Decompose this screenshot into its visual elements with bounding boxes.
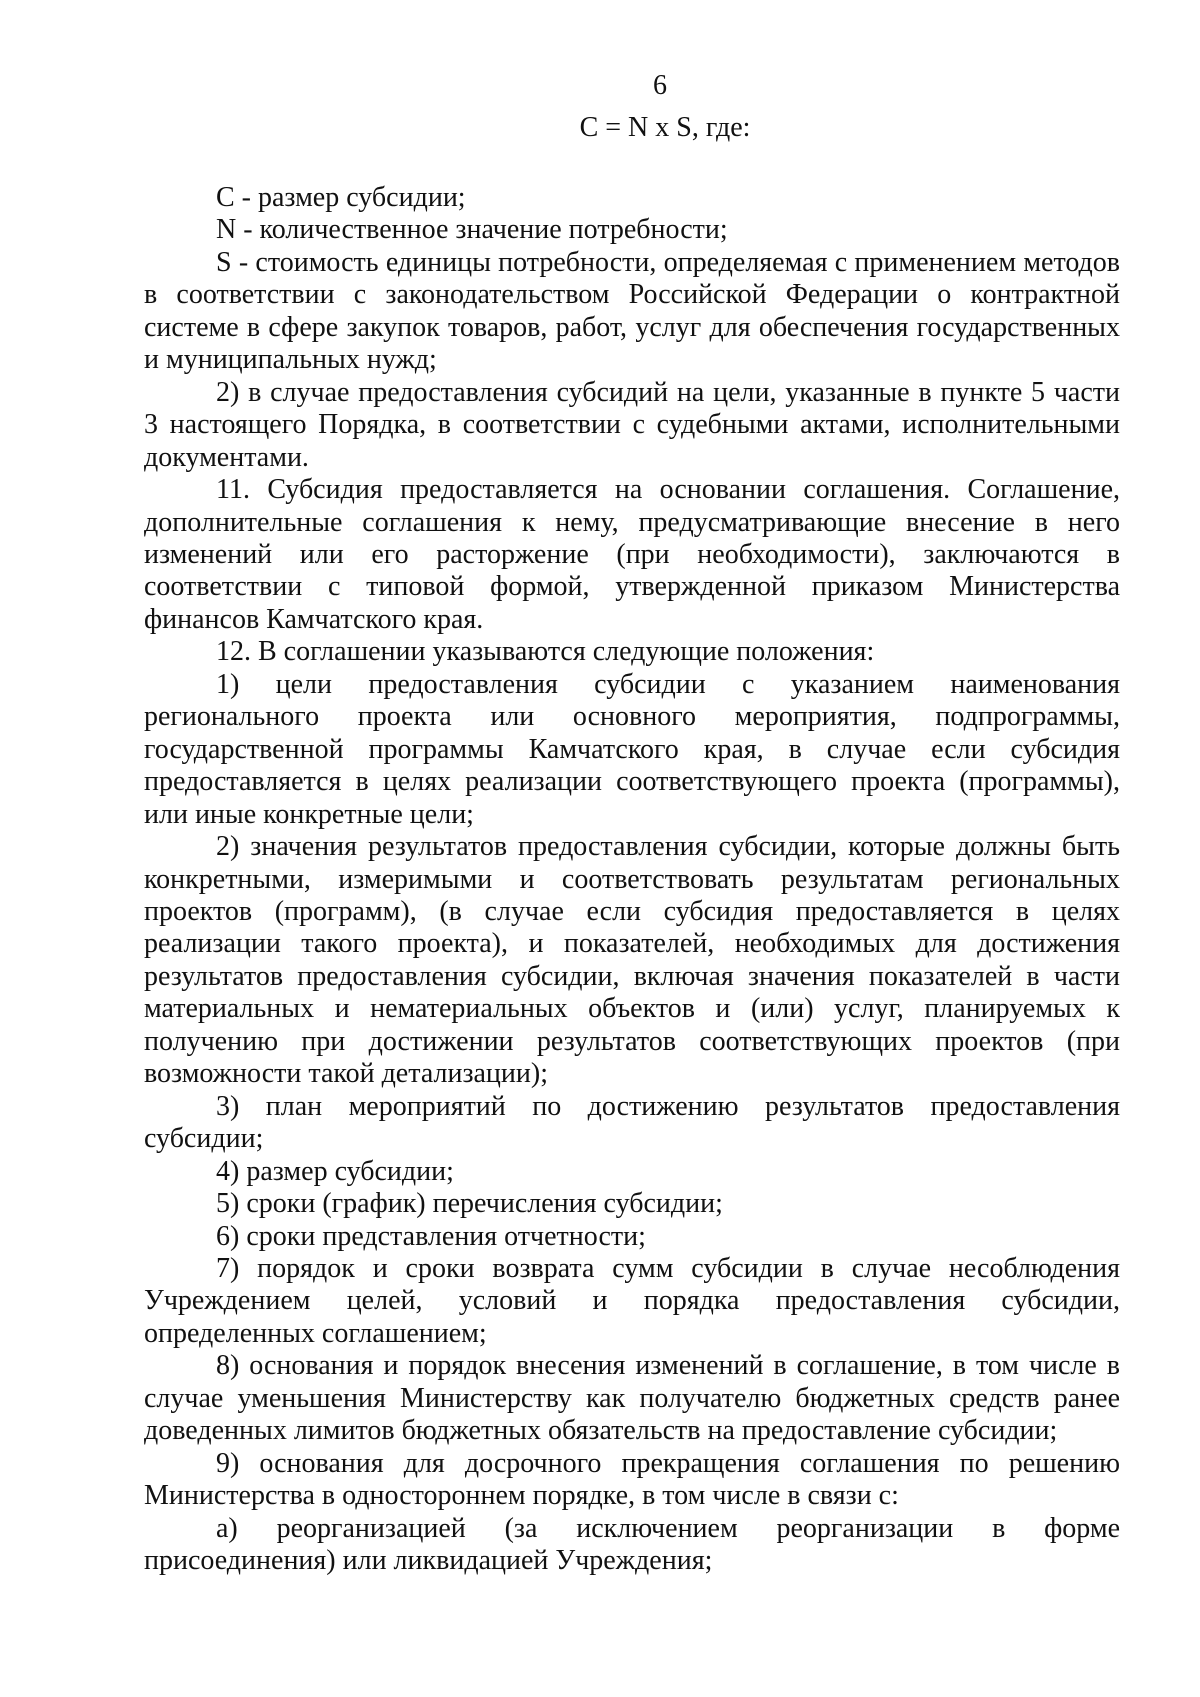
definition-n: N - количественное значение потребности; [216,214,728,246]
subsidy-formula: C = N x S, где: [579,112,751,143]
clause-12-item-4: 4) размер субсидии; [216,1155,454,1187]
page-number: 6 [653,70,667,101]
clause-10-item-2: 2) в случае предоставления субсидий на цели, указанные в пункте 5 части 3 настоящего Порядка, в соответствии с судебными актами, исполнительными документами. [144,376,1120,473]
clause-12-item-5: 5) сроки (график) перечисления субсидии; [216,1188,723,1220]
clause-12-item-6: 6) сроки представления отчетности; [216,1220,646,1252]
definition-c: C - размер субсидии; [216,182,466,213]
clause-12-item-1: 1) цели предоставления субсидии с указанием наименования регионального проекта или основного мероприятия, подпрограммы, государственной программы Камчатского края, в случае если субсидия предоставляется в целях реализации соответствующего проекта (программы), или иные конкретные цели; [144,668,1120,830]
clause-11: 11. Субсидия предоставляется на основании соглашения. Соглашение, дополнительные соглашения к нему, предусматривающие внесение в него изменений или его расторжение (при необходимости), заключаются в соответствии с типовой формой, утвержденной приказом Министерства финансов Камчатского края. [144,474,1120,635]
clause-12-item-2: 2) значения результатов предоставления субсидии, которые должны быть конкретными, измеримыми и соответствовать результатам региональных проектов (программ), (в случае если субсидия предоставляется в целях реализации такого проекта), и показателей, необходимых для достижения результатов предоставления субсидии, включая значения показателей в части материальных и нематериальных объектов и (или) услуг, планируемых к получению при достижении результатов соответствующих проектов (при возможности такой детализации); [144,831,1120,1090]
clause-12-item-7: 7) порядок и сроки возврата сумм субсидии в случае несоблюдения Учреждением целей, условий и порядка предоставления субсидии, определенных соглашением; [144,1252,1120,1349]
clause-12-item-8: 8) основания и порядок внесения изменений в соглашение, в том числе в случае уменьшения Министерству как получателю бюджетных средств ранее доведенных лимитов бюджетных обязательств на предоставление субсидии; [144,1350,1120,1447]
definition-s: S - стоимость единицы потребности, определяемая с применением методов в соответствии с законодательством Российской Федерации о контрактной системе в сфере закупок товаров, работ, услуг для обеспечения государственных и муниципальных нужд; [144,246,1120,376]
clause-12-item-9-a: а) реорганизацией (за исключением реорганизации в форме присоединения) или ликвидацией Учреждения; [144,1512,1120,1577]
document-body [144,182,1120,1577]
clause-12: 12. В соглашении указываются следующие положения: [216,636,875,668]
clause-12-item-3: 3) план мероприятий по достижению результатов предоставления субсидии; [144,1090,1120,1155]
clause-12-item-9: 9) основания для досрочного прекращения соглашения по решению Министерства в одностороннем порядке, в том числе в связи с: [144,1447,1120,1512]
